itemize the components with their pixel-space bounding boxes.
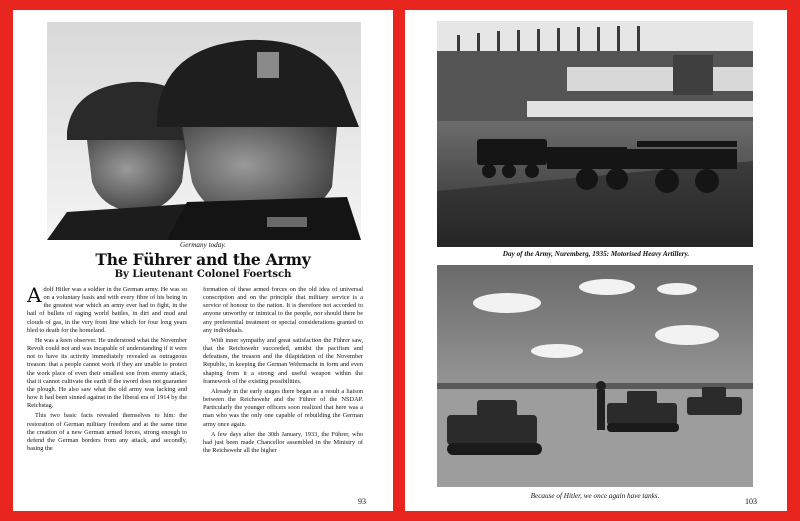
soldiers-helmets-photo bbox=[47, 22, 361, 240]
article-title: The Führer and the Army bbox=[95, 250, 311, 269]
tanks-field-photo bbox=[437, 265, 753, 487]
bottom-photo-caption: Because of Hitler, we once again have tanks. bbox=[530, 492, 660, 500]
paragraph: Already in the early stages there began as a result a liaison between the Reichswehr and the Führer of the NSDAP. Particularly the younger officers soon realized that here was a man who was the only one capable of rebuilding the German army once again. bbox=[203, 387, 363, 428]
paragraph: With inner sympathy and great satisfaction the Führer saw, that the Reichswehr succeeded, amidst the pacifism and defeatism, the treason and the dilapidation of the November Republic, in keeping the German Wehrmacht in form and even shaping from it a strong and useful weapon within the framework of the existing possibilities. bbox=[203, 336, 363, 385]
article-byline: By Lieutenant Colonel Foertsch bbox=[114, 269, 292, 280]
paragraph: This two basic facts revealed themselves to him: the restoration of German military freedom and at the same time the creation of a new German armed forces, strong enough to defend the German borders from any attack, and secondly, basing the bbox=[27, 412, 187, 452]
top-photo-caption: Day of the Army, Nuremberg, 1935: Motorised Heavy Artillery. bbox=[502, 250, 690, 258]
left-page bbox=[13, 10, 393, 511]
paragraph: He was a keen observer. He understood what the November Revolt could not and was incapable of understanding if it were not to have its activity immediately revealed as outrageous treason: that a people cannot work if they are unable to protect the work place of even their smallest son from enemy attack, that it cannot cultivate the earth if the sword does not guarantee the plough. He also saw what the old army was lacking and how it had been sinned against in the liberal era of 1914 by the Reichstag. bbox=[27, 336, 187, 410]
artillery-parade-photo bbox=[437, 21, 753, 247]
text-column-2 bbox=[203, 286, 363, 502]
page-number: 93 bbox=[358, 497, 366, 506]
paragraph: Adolf Hitler was a soldier in the German army. He was so on a voluntary basis and with every fibre of his being in the greatest war which an army ever had to fight, in the hail of bullets of raging world battles, in dirt and mud and clouds of gas, in the very front line which for four long years bled to death for the homeland. bbox=[27, 286, 187, 334]
drop-cap: A bbox=[27, 286, 42, 307]
paragraph: A few days after the 30th January, 1933, the Führer, who had just been made Chancellor assembled in the Ministry of the Reichswehr all the higher bbox=[203, 430, 363, 454]
page-gutter bbox=[393, 10, 405, 511]
paragraph: formation of these armed forces on the old idea of universal conscription and on the principle that military service is a service of honour to the nation. It is therefore not accorded to anyone unworthy or inimical to the people, nor should there be any preferential treatment or special considerations granted to any individuals. bbox=[203, 286, 363, 334]
photo-caption: Germany today. bbox=[180, 241, 226, 249]
page-number: 103 bbox=[745, 497, 757, 506]
right-page bbox=[405, 10, 787, 511]
text-column-1 bbox=[27, 286, 187, 502]
